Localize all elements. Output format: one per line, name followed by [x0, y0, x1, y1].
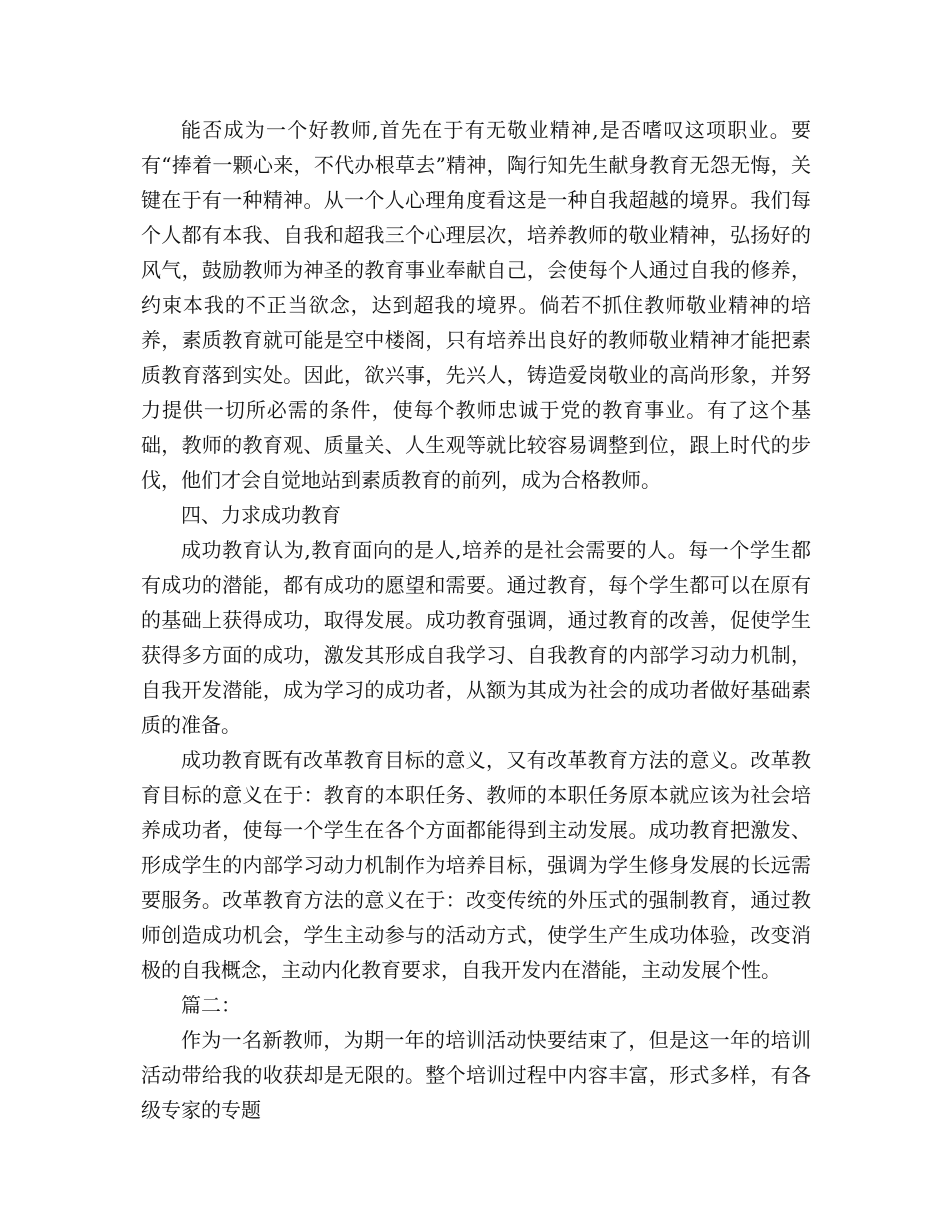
paragraph-success-education-significance: 成功教育既有改革教育目标的意义，又有改革教育方法的意义。改革教育目标的意义在于：教育的本职任务、教师的本职任务原本就应该为社会培养成功者，使每一个学生在各个方面都能得到主动发展。成功教育把激发、形成学生的内部学习动力机制作为培养目标，强调为学生修身发展的长远需要服务。改革教育方法的意义在于：改变传统的外压式的强制教育，通过教师创造成功机会，学生主动参与的活动方式，使学生产生成功体验，改变消极的自我概念，主动内化教育要求，自我开发内在潜能，主动发展个性。	[141, 748, 811, 982]
paragraph-success-education-definition: 成功教育认为,教育面向的是人,培养的是社会需要的人。每一个学生都有成功的潜能，都有成功的愿望和需要。通过教育，每个学生都可以在原有的基础上获得成功，取得发展。成功教育强调，通过教育的改善，促使学生获得多方面的成功，激发其形成自我学习、自我教育的内部学习动力机制，自我开发潜能，成为学习的成功者，从额为其成为社会的成功者做好基础素质的准备。	[141, 538, 811, 737]
paragraph-new-teacher-training: 作为一名新教师，为期一年的培训活动快要结束了，但是这一年的培训活动带给我的收获却是无限的。整个培训过程中内容丰富，形式多样，有各级专家的专题	[141, 1028, 811, 1122]
paragraph-dedication: 能否成为一个好教师,首先在于有无敬业精神,是否嗜叹这项职业。要有“捧着一颗心来，不代办根草去”精神，陶行知先生献身教育无怨无悔，关键在于有一种精神。从一个人心理角度看这是一种自我超越的境界。我们每个人都有本我、自我和超我三个心理层次，培养教师的敬业精神，弘扬好的风气，鼓励教师为神圣的教育事业奉献自己，会使每个人通过自我的修养，约束本我的不正当欲念，达到超我的境界。倘若不抓住教师敬业精神的培养，素质教育就可能是空中楼阁，只有培养出良好的教师敬业精神才能把素质教育落到实处。因此，欲兴事，先兴人，铸造爱岗敬业的高尚形象，并努力提供一切所必需的条件，使每个教师忠诚于党的教育事业。有了这个基础，教师的教育观、质量关、人生观等就比较容易调整到位，跟上时代的步伐，他们才会自觉地站到素质教育的前列，成为合格教师。	[141, 118, 811, 492]
document-body	[141, 113, 811, 1128]
section-heading-part-two: 篇二：	[181, 993, 241, 1017]
section-heading-success-education: 四、力求成功教育	[181, 503, 341, 527]
